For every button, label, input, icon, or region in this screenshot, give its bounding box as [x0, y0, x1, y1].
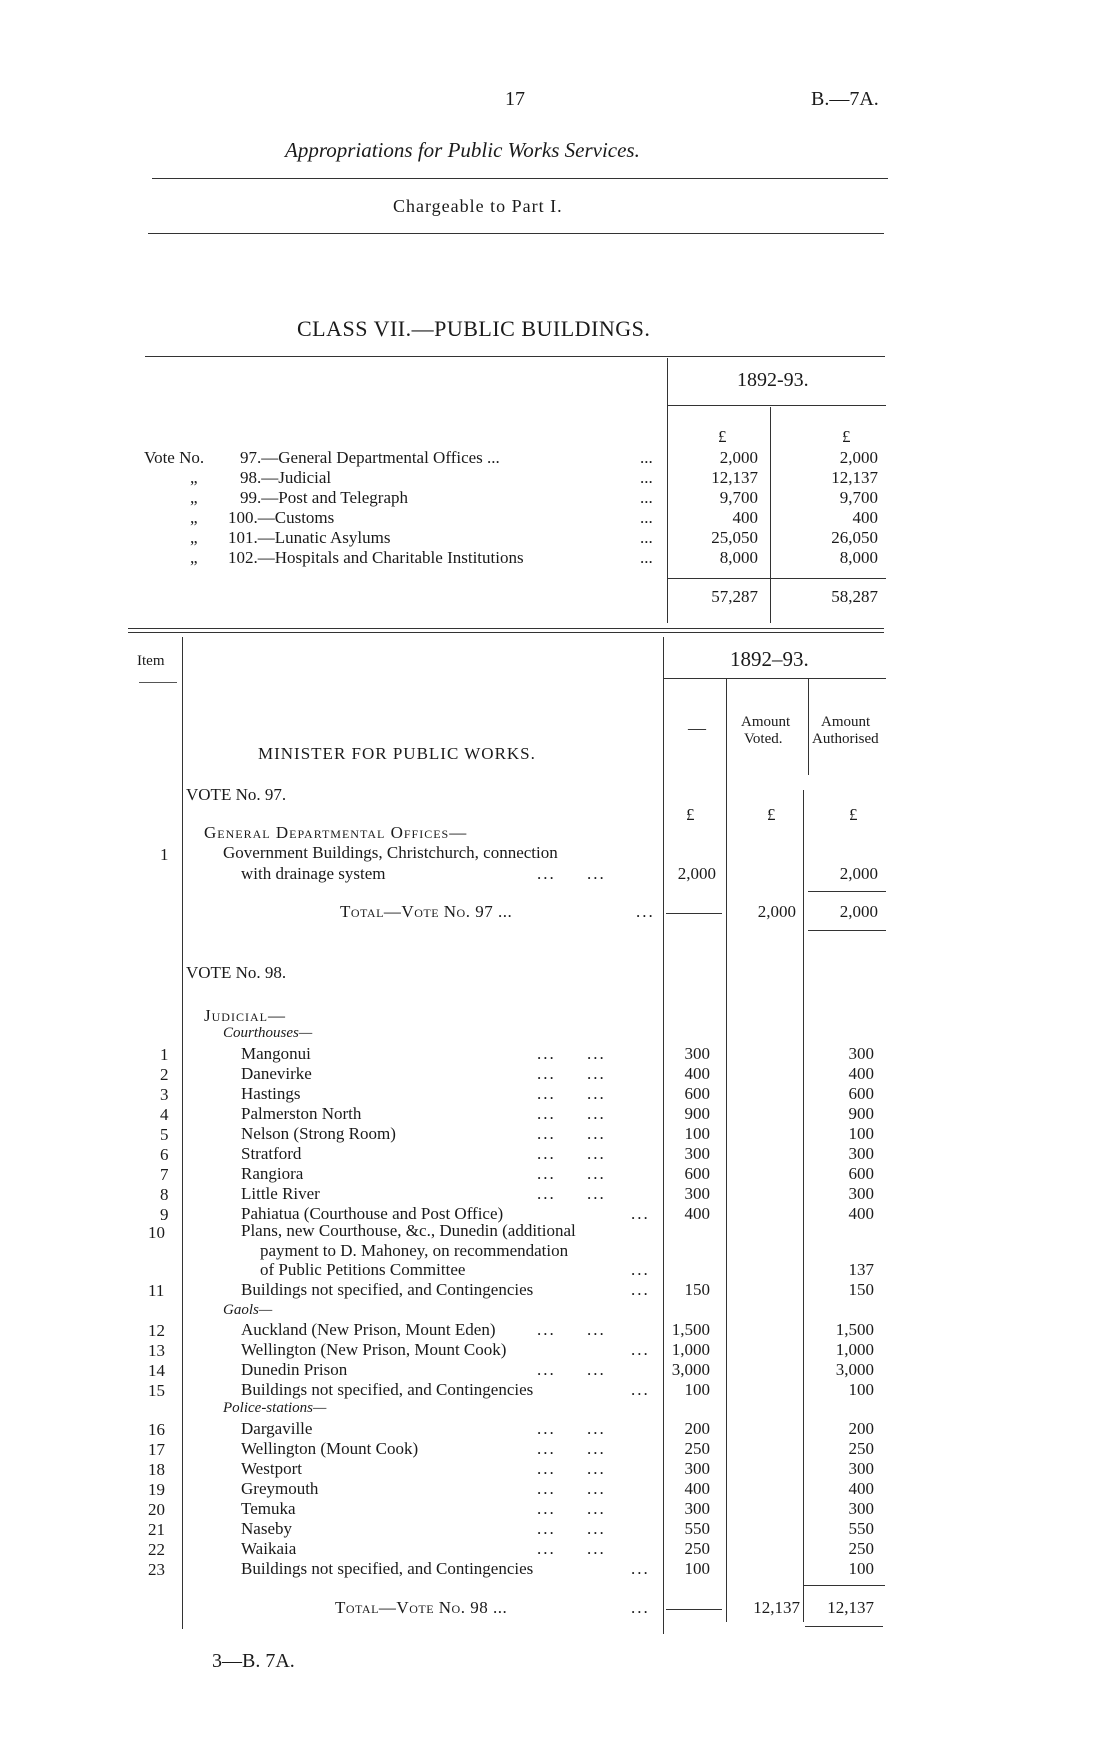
page-title: Appropriations for Public Works Services. — [285, 138, 640, 162]
header-rule-top — [152, 178, 888, 179]
item-dots: ... ... — [537, 1360, 606, 1379]
authorised-col-divider — [808, 679, 809, 775]
vote98-total-authorised: 12,137 — [827, 1598, 874, 1617]
summary-vote-label: 97.—General Departmental Offices ... — [240, 448, 500, 467]
vote97-item-number: 1 — [160, 845, 169, 864]
item-amount: 250 — [684, 1539, 710, 1558]
item-dots: ... ... — [537, 1124, 606, 1143]
item-number: 12 — [148, 1321, 165, 1340]
item-authorised: 100 — [848, 1559, 874, 1578]
detail-rule-top-1 — [128, 628, 884, 629]
item11-number: 11 — [148, 1281, 165, 1300]
minister-heading: MINISTER FOR PUBLIC WORKS. — [258, 744, 536, 763]
item-number: 18 — [148, 1460, 165, 1479]
item-label: Dargaville — [241, 1419, 313, 1438]
item-label: Stratford — [241, 1144, 302, 1163]
item-label: Mangonui — [241, 1044, 311, 1063]
item-amount: 100 — [684, 1380, 710, 1399]
vote97-total-dash — [666, 913, 722, 914]
vote98-total-dots: ... — [631, 1598, 650, 1617]
vote97-currency-3: £ — [849, 805, 858, 824]
item-number: 13 — [148, 1341, 165, 1360]
item-amount: 550 — [684, 1519, 710, 1538]
item-label: Hastings — [241, 1084, 301, 1103]
vote97-currency-1: £ — [686, 805, 695, 824]
page-number: 17 — [505, 88, 525, 110]
item-authorised: 200 — [848, 1419, 874, 1438]
item-column-header: Item — [137, 653, 165, 669]
item-amount: 900 — [684, 1104, 710, 1123]
summary-vote-amount-b: 2,000 — [839, 448, 878, 467]
item-dots: ... ... — [537, 1320, 606, 1339]
item-amount: 250 — [684, 1439, 710, 1458]
courthouses-subheading: Courthouses— — [223, 1025, 313, 1041]
item-dots: ... ... — [537, 1479, 606, 1498]
summary-vote-amount-b: 8,000 — [839, 548, 878, 567]
summary-vote-label: 101.—Lunatic Asylums — [228, 528, 391, 547]
summary-vote-dots: ... — [640, 548, 653, 567]
vote97-total-dots: ... — [636, 902, 655, 921]
vote97-section: General Departmental Offices— — [204, 823, 468, 842]
item-label: Wellington (Mount Cook) — [241, 1439, 419, 1458]
page-footer: 3—B. 7A. — [212, 1650, 295, 1672]
item-authorised: 300 — [848, 1499, 874, 1518]
item-authorised: 250 — [848, 1439, 874, 1458]
summary-currency-2: £ — [842, 427, 851, 446]
item-dots: ... — [631, 1204, 650, 1223]
chargeable-heading: Chargeable to Part I. — [393, 196, 563, 216]
summary-total-a: 57,287 — [711, 587, 758, 606]
authorised-col-divider-lower — [803, 790, 804, 1622]
item-number: 5 — [160, 1125, 169, 1144]
vote98-total-voted: 12,137 — [753, 1598, 800, 1617]
summary-vote-label: 102.—Hospitals and Charitable Institutions — [228, 548, 524, 567]
item-dots: ... ... — [537, 1084, 606, 1103]
item-number: 21 — [148, 1520, 165, 1539]
item-dots: ... ... — [537, 1419, 606, 1438]
summary-vote-label: 99.—Post and Telegraph — [240, 488, 408, 507]
item-amount: 300 — [684, 1184, 710, 1203]
summary-vote-prefix: „ — [190, 488, 198, 507]
item-number: 2 — [160, 1065, 169, 1084]
item-label: Temuka — [241, 1499, 296, 1518]
item-amount: 100 — [684, 1559, 710, 1578]
item-dots: ... ... — [537, 1044, 606, 1063]
summary-rule-top — [145, 356, 885, 357]
item-dots: ... ... — [537, 1499, 606, 1518]
item-amount: 200 — [684, 1419, 710, 1438]
item-number: 19 — [148, 1480, 165, 1499]
item-amount: 300 — [684, 1499, 710, 1518]
summary-vote-label: 98.—Judicial — [240, 468, 332, 487]
item-dots: ... ... — [537, 1064, 606, 1083]
item11-amount: 150 — [684, 1280, 710, 1299]
item-amount: 3,000 — [671, 1360, 710, 1379]
item-authorised: 1,500 — [835, 1320, 874, 1339]
item-number: 1 — [160, 1045, 169, 1064]
item-authorised: 600 — [848, 1164, 874, 1183]
item-amount: 600 — [684, 1084, 710, 1103]
summary-vote-amount-a: 2,000 — [719, 448, 758, 467]
item-label: Nelson (Strong Room) — [241, 1124, 396, 1143]
item-amount: 400 — [684, 1064, 710, 1083]
summary-total-b: 58,287 — [831, 587, 878, 606]
item-label: Buildings not specified, and Contingencies — [241, 1559, 534, 1578]
item11-dots: ... — [631, 1280, 650, 1299]
item-authorised: 400 — [848, 1064, 874, 1083]
vote97-auth-rule — [808, 891, 886, 892]
item-dots: ... ... — [537, 1144, 606, 1163]
item-amount: 400 — [684, 1204, 710, 1223]
item-authorised: 3,000 — [835, 1360, 874, 1379]
item-label: Naseby — [241, 1519, 292, 1538]
item-authorised: 600 — [848, 1084, 874, 1103]
item-label: Little River — [241, 1184, 320, 1203]
item-amount: 400 — [684, 1479, 710, 1498]
item-number: 9 — [160, 1205, 169, 1224]
item-amount: 300 — [684, 1044, 710, 1063]
item-label: Wellington (New Prison, Mount Cook) — [241, 1340, 507, 1359]
item-number: 14 — [148, 1361, 165, 1380]
vote97-item-amount: 2,000 — [677, 864, 716, 883]
summary-vote-dots: ... — [640, 468, 653, 487]
item-authorised: 100 — [848, 1380, 874, 1399]
summary-vote-prefix: „ — [190, 508, 198, 527]
class-title: CLASS VII.—PUBLIC BUILDINGS. — [297, 316, 651, 341]
vote97-heading: VOTE No. 97. — [186, 785, 287, 804]
summary-vote-prefix: „ — [190, 468, 198, 487]
item-dots: ... ... — [537, 1184, 606, 1203]
item-dots: ... ... — [537, 1164, 606, 1183]
summary-year-rule — [668, 405, 886, 406]
summary-year: 1892-93. — [737, 369, 809, 391]
summary-currency-1: £ — [718, 427, 727, 446]
item-authorised: 300 — [848, 1044, 874, 1063]
summary-vote-dots: ... — [640, 448, 653, 467]
summary-vote-dots: ... — [640, 488, 653, 507]
summary-vote-prefix: Vote No. — [144, 448, 205, 467]
summary-vote-amount-a: 9,700 — [719, 488, 758, 507]
vote98-total-dash — [666, 1609, 722, 1610]
item-label: Palmerston North — [241, 1104, 362, 1123]
detail-rule-top-2 — [128, 632, 884, 633]
summary-vote-prefix: „ — [190, 528, 198, 547]
item-number: 6 — [160, 1145, 169, 1164]
item-amount: 1,000 — [671, 1340, 710, 1359]
detail-year: 1892–93. — [730, 647, 809, 671]
item-amount: 600 — [684, 1164, 710, 1183]
item-label: Auckland (New Prison, Mount Eden) — [241, 1320, 496, 1339]
vote98-auth-rule — [803, 1585, 885, 1586]
item10-dots: ... — [631, 1260, 650, 1279]
summary-vote-amount-a: 400 — [732, 508, 758, 527]
item-number: 4 — [160, 1105, 169, 1124]
item-label: Rangiora — [241, 1164, 304, 1183]
item-authorised: 400 — [848, 1204, 874, 1223]
item-label: Dunedin Prison — [241, 1360, 348, 1379]
summary-vote-amount-a: 8,000 — [719, 548, 758, 567]
item-authorised: 900 — [848, 1104, 874, 1123]
col2-header-line1: Amount — [741, 714, 791, 730]
vote98-total-label: Total—Vote No. 98 ... — [335, 1598, 508, 1617]
item11-authorised: 150 — [848, 1280, 874, 1299]
summary-vote-amount-b: 12,137 — [831, 468, 878, 487]
summary-vote-label: 100.—Customs — [228, 508, 335, 527]
item-number: 15 — [148, 1381, 165, 1400]
summary-vote-dots: ... — [640, 508, 653, 527]
item-amount: 300 — [684, 1459, 710, 1478]
item-number: 16 — [148, 1420, 165, 1439]
item-dots: ... ... — [537, 1439, 606, 1458]
item-label: Waikaia — [241, 1539, 297, 1558]
item10-line1: Plans, new Courthouse, &c., Dunedin (additional — [241, 1221, 576, 1240]
item-amount: 300 — [684, 1144, 710, 1163]
header-rule-bottom — [148, 233, 884, 234]
item-authorised: 100 — [848, 1124, 874, 1143]
col1-header: — — [688, 718, 706, 738]
summary-vote-amount-a: 12,137 — [711, 468, 758, 487]
col3-header-line2: Authorised — [812, 731, 879, 747]
item-dots: ... ... — [537, 1539, 606, 1558]
summary-vote-amount-b: 26,050 — [831, 528, 878, 547]
item-dots: ... ... — [537, 1459, 606, 1478]
vote98-total-rule — [805, 1626, 883, 1627]
item-number: 3 — [160, 1085, 169, 1104]
item10-line3: of Public Petitions Committee — [260, 1260, 466, 1279]
item-authorised: 550 — [848, 1519, 874, 1538]
item-authorised: 400 — [848, 1479, 874, 1498]
item-amount: 1,500 — [671, 1320, 710, 1339]
vote98-section: Judicial— — [204, 1006, 286, 1025]
item-authorised: 250 — [848, 1539, 874, 1558]
item-authorised: 1,000 — [835, 1340, 874, 1359]
item-authorised: 300 — [848, 1144, 874, 1163]
vote97-total-rule — [808, 930, 886, 931]
col2-header-line2: Voted. — [744, 731, 783, 747]
voted-col-divider — [726, 679, 727, 1622]
col3-header-line1: Amount — [821, 714, 871, 730]
item-authorised: 300 — [848, 1184, 874, 1203]
police-subheading: Police-stations— — [223, 1400, 327, 1416]
item10-line2: payment to D. Mahoney, on recommendation — [260, 1241, 569, 1260]
item10-number: 10 — [148, 1223, 165, 1242]
item-col-divider — [182, 637, 183, 1629]
item-number: 23 — [148, 1560, 165, 1579]
item-number: 8 — [160, 1185, 169, 1204]
item-dots: ... — [631, 1559, 650, 1578]
gaols-subheading: Gaols— — [223, 1302, 273, 1318]
summary-col-divider-2 — [770, 407, 771, 623]
item-label: Pahiatua (Courthouse and Post Office) — [241, 1204, 504, 1223]
item-dots: ... — [631, 1340, 650, 1359]
item-label: Greymouth — [241, 1479, 319, 1498]
item-number: 17 — [148, 1440, 165, 1459]
summary-vote-amount-b: 9,700 — [839, 488, 878, 507]
item-header-underline — [139, 682, 177, 683]
vote97-total-authorised: 2,000 — [839, 902, 878, 921]
vote97-item-dots: ... ... — [537, 864, 606, 883]
item11-label: Buildings not specified, and Contingencies — [241, 1280, 534, 1299]
vote97-total-voted: 2,000 — [757, 902, 796, 921]
vote97-item-line1: Government Buildings, Christchurch, connection — [223, 843, 558, 862]
summary-vote-amount-b: 400 — [852, 508, 878, 527]
item-number: 20 — [148, 1500, 165, 1519]
item-label: Westport — [241, 1459, 302, 1478]
item-dots: ... — [631, 1380, 650, 1399]
item-number: 22 — [148, 1540, 165, 1559]
item-label: Buildings not specified, and Contingencies — [241, 1380, 534, 1399]
vote97-total-label: Total—Vote No. 97 ... — [340, 902, 513, 921]
vote97-item-authorised: 2,000 — [839, 864, 878, 883]
vote97-item-line2: with drainage system — [241, 864, 386, 883]
item-number: 7 — [160, 1165, 169, 1184]
detail-year-rule — [664, 678, 886, 679]
item-amount: 100 — [684, 1124, 710, 1143]
item-authorised: 300 — [848, 1459, 874, 1478]
summary-total-rule — [668, 578, 886, 579]
item-label: Danevirke — [241, 1064, 312, 1083]
vote97-currency-2: £ — [767, 805, 776, 824]
summary-vote-dots: ... — [640, 528, 653, 547]
summary-vote-prefix: „ — [190, 548, 198, 567]
item10-authorised: 137 — [848, 1260, 874, 1279]
document-reference: B.—7A. — [811, 88, 879, 110]
item-dots: ... ... — [537, 1519, 606, 1538]
item-dots: ... ... — [537, 1104, 606, 1123]
summary-vote-amount-a: 25,050 — [711, 528, 758, 547]
vote98-heading: VOTE No. 98. — [186, 963, 287, 982]
